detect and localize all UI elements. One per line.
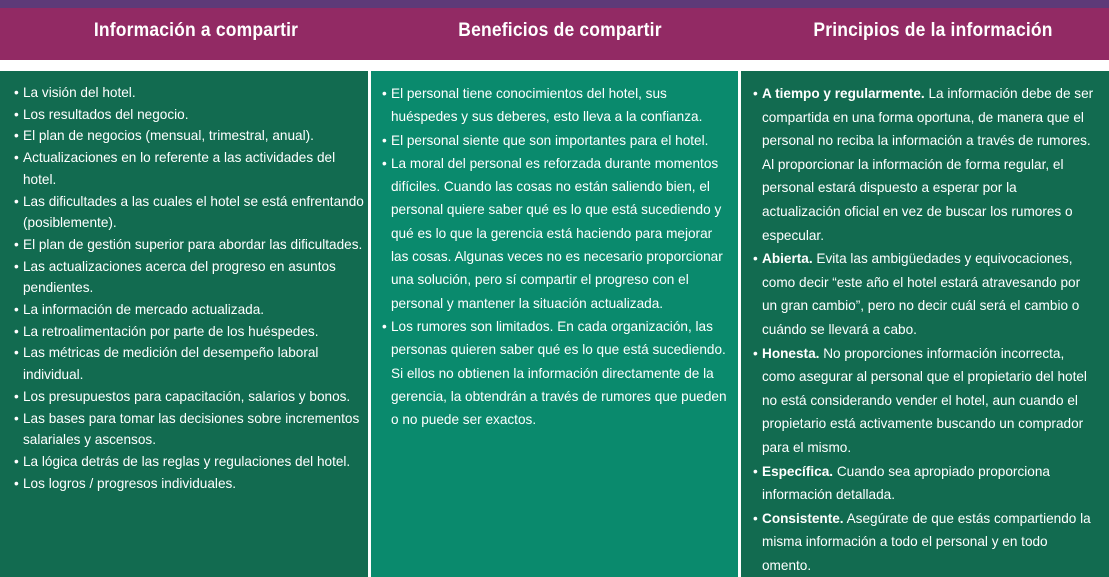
list-item: • La información de mercado actualizada. (14, 299, 364, 321)
list-item (753, 247, 1098, 341)
principle-label: Honesta. (762, 345, 820, 361)
column-benefits (371, 71, 738, 577)
list-item: • La lógica detrás de las reglas y regulaciones del hotel. (14, 451, 364, 473)
column-info-to-share (0, 71, 368, 577)
principle-text: Cuando sea apropiado proporciona información detallada. (762, 463, 1050, 503)
header-principles: Principios de la información (813, 20, 1053, 41)
list-item (753, 342, 1098, 460)
principle-label: A tiempo y regularmente. (762, 86, 925, 101)
list-item (753, 460, 1098, 507)
list-item: • Las bases para tomar las decisiones sobre incrementos salariales y ascensos. (14, 408, 364, 451)
principles-list (741, 71, 1098, 577)
info-list (0, 71, 364, 494)
principle-label: Abierta. (762, 251, 813, 267)
list-item: • Las dificultades a las cuales el hotel se está enfrentando (posiblemente). (14, 191, 364, 234)
principle-label: Consistente. (762, 510, 844, 526)
list-item (753, 507, 1098, 577)
header-band (0, 8, 1109, 60)
list-item: • El personal tiene conocimientos del hotel, sus huéspedes y sus deberes, esto lleva a la confianza. (382, 82, 728, 129)
list-item: • Actualizaciones en lo referente a las actividades del hotel. (14, 147, 364, 190)
benefits-list (371, 71, 728, 431)
list-item (753, 82, 1098, 247)
header-info-to-share: Información a compartir (93, 20, 299, 41)
list-item: • Los presupuestos para capacitación, salarios y bonos. (14, 386, 364, 408)
principle-text: Asegúrate de que estás compartiendo la misma información a todo el personal y en todo omento. (762, 510, 1091, 573)
list-item: • Los resultados del negocio. (14, 104, 364, 126)
list-item: • El personal siente que son importantes para el hotel. (382, 129, 728, 152)
list-item: • Las actualizaciones acerca del progreso en asuntos pendientes. (14, 256, 364, 299)
list-item: • Los rumores son limitados. En cada organización, las personas quieren saber qué es lo que está sucediendo. Si ellos no obtienen la información directamente de la gerencia, la obtendrán a través de rumores que pueden o no puede ser exactos. (382, 315, 728, 431)
list-item: • La retroalimentación por parte de los huéspedes. (14, 321, 364, 343)
list-item: • El plan de negocios (mensual, trimestral, anual). (14, 125, 364, 147)
principle-label: Específica. (762, 463, 834, 479)
list-item: • El plan de gestión superior para abordar las dificultades. (14, 234, 364, 256)
top-purple-strip (0, 0, 1109, 8)
column-principles (741, 71, 1109, 577)
principle-text: No proporciones información incorrecta, como asegurar al personal que el propietario del hotel no está considerando vender el hotel, aun cuando el propietario está activamente buscando un comprador para el mismo. (762, 345, 1087, 455)
list-item: • La visión del hotel. (14, 82, 364, 104)
principle-text: La información debe de ser compartida en una forma oportuna, de manera que el personal no reciba la información a través de rumores. Al proporcionar la información de forma regular, el personal estará dispuesto a esperar por la actualización oficial en vez de buscar los rumores o especular. (762, 86, 1094, 243)
list-item: • Las métricas de medición del desempeño laboral individual. (14, 342, 364, 385)
list-item: • La moral del personal es reforzada durante momentos difíciles. Cuando las cosas no están saliendo bien, el personal quiere saber qué es lo que está sucediendo y qué es lo que la gerencia está haciendo para mejorar las cosas. Algunas veces no es necesario proporcionar una solución, pero sí compartir el progreso con el personal y mantener la situación actualizada. (382, 152, 728, 315)
header-benefits: Beneficios de compartir (458, 20, 662, 41)
principle-text: Evita las ambigüedades y equivocaciones, como decir “este año el hotel estará atravesando por un gran cambio”, pero no decir cuál será el cambio o cuándo se llevará a cabo. (762, 251, 1081, 337)
list-item: • Los logros / progresos individuales. (14, 473, 364, 495)
